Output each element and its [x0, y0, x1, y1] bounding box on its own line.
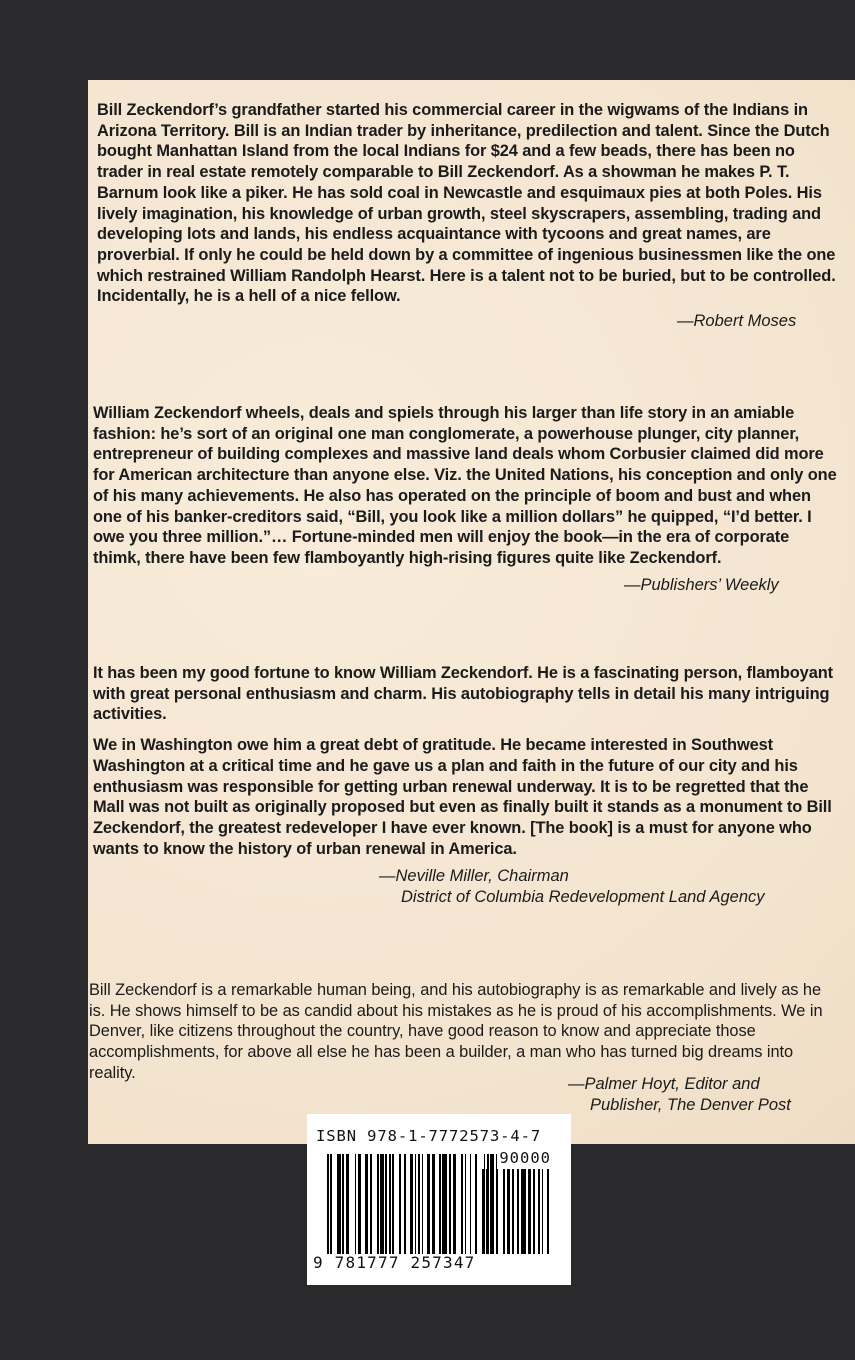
barcode-bar [453, 1154, 456, 1254]
barcode-bar [442, 1154, 447, 1254]
price-code: 90000 [499, 1149, 551, 1167]
barcode-bar [521, 1169, 526, 1254]
barcode-bar [493, 1169, 495, 1254]
barcode-bar [330, 1154, 332, 1254]
barcode-bar [337, 1154, 340, 1254]
barcode-bar [427, 1154, 430, 1254]
barcode-bar [355, 1154, 357, 1254]
barcode-bar [389, 1154, 391, 1254]
attribution-neville-miller [377, 866, 765, 908]
barcode-bar [475, 1154, 477, 1254]
attribution-line: Publisher, The Denver Post [590, 1096, 791, 1114]
quote-paragraph: Bill Zeckendorf is a remarkable human being, and his autobiography is as remarkable and lively as he is. He shows himself to be as candid about his mistakes as he is proud of his accomplishments. We in Denver, like citizens throughout the country, have good reason to know and appreciate those accomplishments, for above all else he has been a builder, a man who has turned big dreams into reality. [89, 981, 823, 1082]
quote-paragraph: William Zeckendorf wheels, deals and spiels through his larger than life story in an amiable fashion: he’s sort of an original one man conglomerate, a powerhouse plunger, city planner, entrepreneur of building complexes and massive land deals whom Corbusier claimed did more for American architecture than anyone else. Viz. the United Nations, his conception and only one of his many achievements. He also has operated on the principle of boom and bust and when one of his banker-creditors said, “Bill, you look like a million dollars” he quipped, “I’d better. I owe you three million.”… Fortune-minded men will enjoy the book—in the era of corporate thimk, there have been few flamboyantly high-rising figures quite like Zeckendorf. [93, 404, 837, 567]
back-cover-panel [88, 80, 855, 1144]
barcode-bar [404, 1154, 406, 1254]
barcode-bar [418, 1154, 420, 1254]
barcode-bar [410, 1154, 413, 1254]
quote-neville-miller [93, 663, 839, 859]
barcode-bar [385, 1154, 387, 1254]
barcode-bar [528, 1169, 532, 1254]
barcode-bar [432, 1154, 435, 1254]
barcode-bar [482, 1169, 484, 1254]
barcode-bar [542, 1169, 544, 1254]
barcode-digits: 9 781777 257347 [313, 1253, 476, 1272]
attribution-line: —Palmer Hoyt, Editor and [568, 1075, 760, 1093]
attribution-publishers-weekly: —Publishers’ Weekly [624, 576, 779, 594]
barcode-bar [415, 1154, 417, 1254]
barcode-bar [470, 1154, 472, 1254]
isbn-barcode [307, 1114, 571, 1285]
barcode-bar [465, 1154, 467, 1254]
quote-publishers-weekly [93, 403, 838, 569]
barcode-bar [327, 1154, 329, 1254]
quote-palmer-hoyt [89, 980, 829, 1084]
barcode-bar [533, 1169, 535, 1254]
barcode-bar [346, 1154, 349, 1254]
barcode-bar [380, 1154, 383, 1254]
barcode-bar [449, 1154, 451, 1254]
barcode-bar [507, 1169, 511, 1254]
quote-paragraph: We in Washington owe him a great debt of gratitude. He became interested in Southwest Washington at a critical time and he gave us a plan and faith in the future of our city and his enthusiasm was responsible for getting urban renewal underway. It is to be regretted that the Mall was not built as originally proposed but even as finally built it stands as a monument to Bill Zeckendorf, the greatest redeveloper I have ever known. [The book] is a must for anyone who wants to know the history of urban renewal in America. [93, 736, 832, 858]
barcode-bar [399, 1154, 401, 1254]
barcode-bar [486, 1169, 490, 1254]
barcode-bar [422, 1154, 424, 1254]
barcode-bar [365, 1154, 368, 1254]
barcode-bar [342, 1154, 344, 1254]
barcode-bar [547, 1169, 549, 1254]
quote-robert-moses [97, 100, 837, 307]
barcode-bar [358, 1154, 361, 1254]
barcode-bar [439, 1154, 441, 1254]
barcode-bar [392, 1154, 394, 1254]
quote-paragraph: It has been my good fortune to know William Zeckendorf. He is a fascinating person, flamboyant with great personal enthusiasm and charm. His autobiography tells in detail his many intriguing activities. [93, 664, 833, 724]
attribution-line: District of Columbia Redevelopment Land Agency [401, 888, 765, 906]
quote-paragraph: Bill Zeckendorf’s grandfather started his commercial career in the wigwams of the Indians in Arizona Territory. Bill is an Indian trader by inheritance, predilection and talent. Since the Dutch bought Manhattan Island from the local Indians for $24 and a few beads, there has been no trader in real estate remotely comparable to Bill Zeckendorf. As a showman he makes P. T. Barnum look like a piker. He has sold coal in Newcastle and esquimaux pies at both Poles. His lively imagination, his knowledge of urban growth, steel skyscrapers, assembling, trading and developing lots and lands, his endless acquaintance with tycoons and great names, are proverbial. If only he could be held down by a committee of ingenious businessmen like the one which restrained William Randolph Hearst. Here is a talent not to be buried, but to be controlled. Incidentally, he is a hell of a nice fellow. [97, 101, 836, 306]
barcode-bar [512, 1169, 514, 1254]
barcode-bar [370, 1154, 372, 1254]
isbn-label: ISBN 978-1-7772573-4-7 [316, 1127, 542, 1145]
barcode-bar [461, 1154, 463, 1254]
attribution-robert-moses: —Robert Moses [677, 312, 797, 330]
barcode-bar [496, 1169, 498, 1254]
attribution-line: —Neville Miller, Chairman [379, 867, 569, 885]
barcode-bar [538, 1169, 540, 1254]
barcode-bar [517, 1169, 519, 1254]
attribution-palmer-hoyt [568, 1074, 791, 1116]
barcode-bar [503, 1169, 505, 1254]
barcode-bar [377, 1154, 379, 1254]
